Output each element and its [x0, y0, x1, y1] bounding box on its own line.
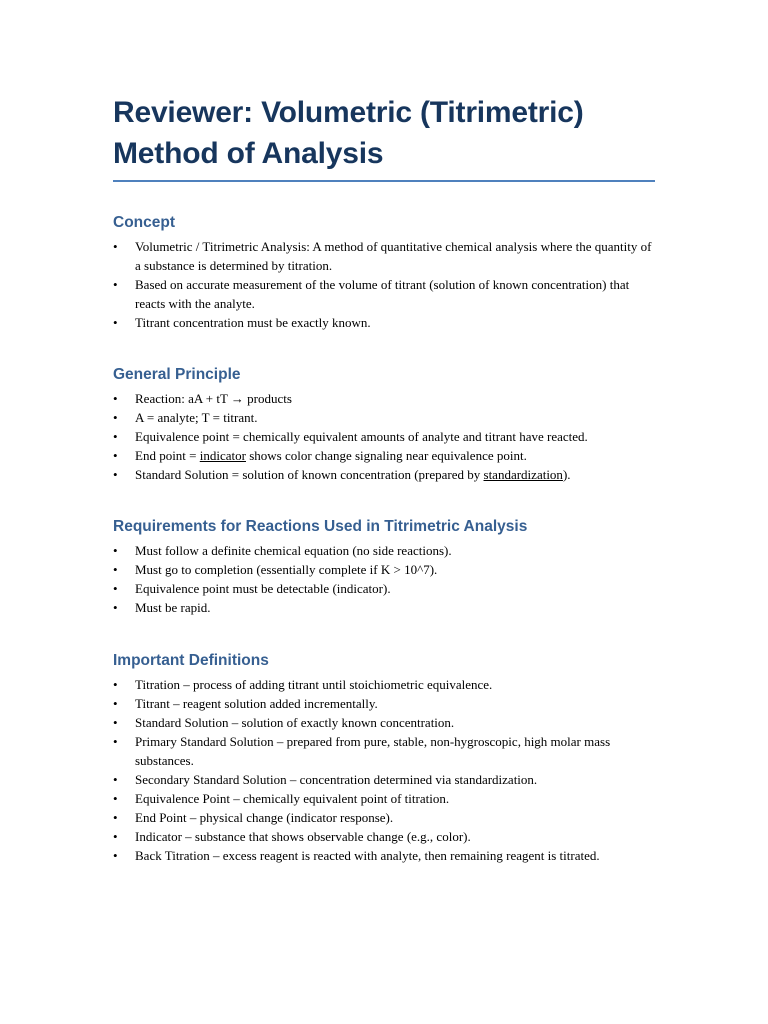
section-requirements [113, 517, 655, 617]
bullet-icon: • [113, 239, 118, 254]
bullet-icon: • [113, 696, 118, 711]
list-item [113, 694, 655, 713]
list-item [113, 808, 655, 827]
list-item-text: Reaction: aA + tT → products [135, 391, 292, 406]
list-item-text: Back Titration – excess reagent is reacted with analyte, then remaining reagent is titrated. [135, 848, 600, 863]
section-concept [113, 213, 655, 332]
list-item [113, 389, 655, 408]
bullet-icon: • [113, 791, 118, 806]
list-item [113, 713, 655, 732]
standardization-link[interactable]: standardization [483, 467, 563, 482]
end-point-prefix: End point = [135, 448, 200, 463]
bullet-icon: • [113, 677, 118, 692]
list-item-text: Indicator – substance that shows observable change (e.g., color). [135, 829, 471, 844]
section-important-definitions [113, 651, 655, 865]
section-heading-important-definitions: Important Definitions [113, 652, 269, 669]
list-item [113, 789, 655, 808]
indicator-link[interactable]: indicator [199, 448, 246, 463]
list-item-text: Based on accurate measurement of the volume of titrant (solution of known concentration) that reacts with the analyte. [135, 277, 630, 311]
list-item-text: Titrant – reagent solution added incrementally. [135, 696, 378, 711]
list-item [113, 427, 655, 446]
list-item-text: Equivalence Point – chemically equivalent point of titration. [135, 791, 450, 806]
list-item-text: Equivalence point must be detectable (indicator). [135, 581, 391, 596]
bullet-icon: • [113, 543, 118, 558]
list-item [113, 732, 655, 770]
bullet-icon: • [113, 448, 118, 463]
list-item-text: Volumetric / Titrimetric Analysis: A method of quantitative chemical analysis where the quantity of a substance is determined by titration. [135, 239, 652, 273]
section-heading-requirements: Requirements for Reactions Used in Titrimetric Analysis [113, 518, 528, 535]
list-item-text: Secondary Standard Solution – concentration determined via standardization. [135, 772, 538, 787]
list-item-text: Titrant concentration must be exactly known. [135, 315, 371, 330]
list-item-text: Must follow a definite chemical equation (no side reactions). [135, 543, 452, 558]
end-point-suffix: shows color change signaling near equivalence point. [245, 448, 527, 463]
bullet-icon: • [113, 277, 118, 292]
list-item [113, 313, 655, 332]
bullet-icon: • [113, 734, 118, 749]
list-item-text: Must be rapid. [135, 600, 211, 615]
title-underline-rule [113, 180, 655, 182]
document-page [113, 92, 655, 865]
list-item [113, 275, 655, 313]
principle-list [113, 389, 655, 484]
list-item [113, 598, 655, 617]
standard-solution-suffix: ). [562, 467, 571, 482]
list-item [113, 827, 655, 846]
section-general-principle [113, 365, 655, 484]
bullet-icon: • [113, 810, 118, 825]
list-item-end-point [113, 446, 655, 465]
list-item [113, 579, 655, 598]
section-heading-concept: Concept [113, 214, 175, 231]
list-item-text: End Point – physical change (indicator response). [135, 810, 394, 825]
bullet-icon: • [113, 715, 118, 730]
list-item-text: Titration – process of adding titrant until stoichiometric equivalence. [135, 677, 493, 692]
bullet-icon: • [113, 467, 118, 482]
list-item [113, 560, 655, 579]
definitions-list [113, 675, 655, 865]
bullet-icon: • [113, 581, 118, 596]
list-item [113, 770, 655, 789]
standard-solution-prefix: Standard Solution = solution of known concentration (prepared by [135, 467, 484, 482]
list-item-text: Primary Standard Solution – prepared from pure, stable, non-hygroscopic, high molar mass substances. [135, 734, 611, 768]
bullet-icon: • [113, 829, 118, 844]
list-item-standard-solution [113, 465, 655, 484]
section-heading-general-principle: General Principle [113, 366, 241, 383]
list-item [113, 408, 655, 427]
concept-list [113, 237, 655, 332]
bullet-icon: • [113, 600, 118, 615]
bullet-icon: • [113, 772, 118, 787]
list-item-text: Must go to completion (essentially complete if K > 10^7). [135, 562, 438, 577]
document-title: Reviewer: Volumetric (Titrimetric) Method of Analysis [113, 96, 584, 170]
bullet-icon: • [113, 410, 118, 425]
list-item [113, 541, 655, 560]
bullet-icon: • [113, 429, 118, 444]
bullet-icon: • [113, 315, 118, 330]
list-item [113, 675, 655, 694]
list-item [113, 846, 655, 865]
list-item [113, 237, 655, 275]
bullet-icon: • [113, 848, 118, 863]
bullet-icon: • [113, 391, 118, 406]
list-item-text: A = analyte; T = titrant. [135, 410, 258, 425]
bullet-icon: • [113, 562, 118, 577]
list-item-text: Equivalence point = chemically equivalent amounts of analyte and titrant have reacted. [135, 429, 588, 444]
requirements-list [113, 541, 655, 617]
list-item-text: Standard Solution – solution of exactly known concentration. [135, 715, 455, 730]
